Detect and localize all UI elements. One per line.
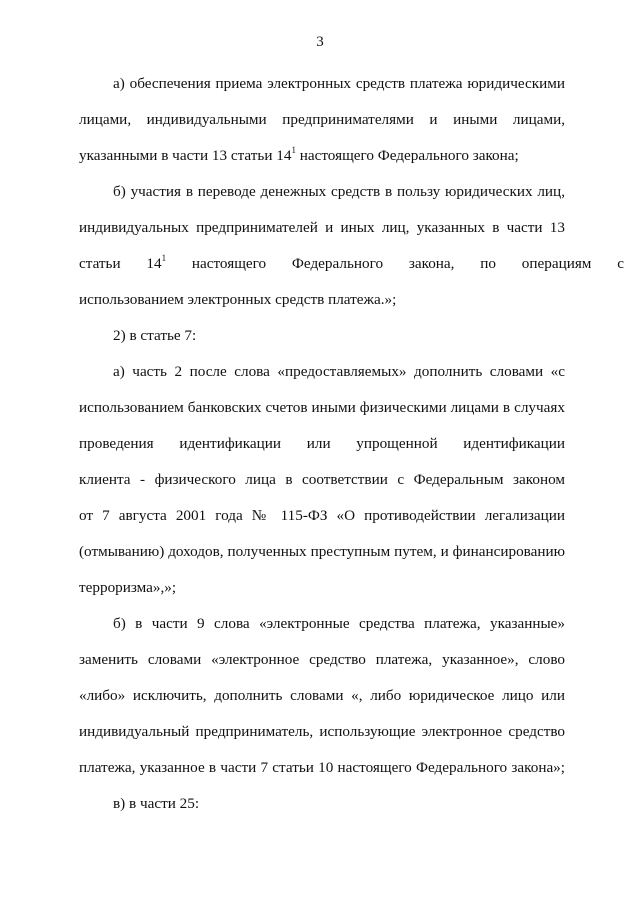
- text-line: а) часть 2 после слова «предоставляемых» дополнить словами «с: [113, 363, 565, 380]
- text-line: б) в части 9 слова «электронные средства платежа, указанные»: [113, 615, 565, 632]
- page-number: 3: [316, 34, 324, 50]
- text-span: указанными в части 13 статьи 14: [79, 147, 292, 164]
- text-span: статьи 14: [79, 255, 162, 272]
- text-line: [79, 252, 624, 274]
- text-line: индивидуальный предприниматель, использующие электронное средство: [79, 723, 565, 740]
- text-line: клиента - физического лица в соответствии с Федеральным законом: [79, 471, 565, 488]
- text-line: использованием банковских счетов иными физическими лицами в случаях: [79, 399, 565, 416]
- text-line: платежа, указанное в части 7 статьи 10 настоящего Федерального закона»;: [79, 759, 565, 776]
- text-line: терроризма»,»;: [79, 579, 177, 596]
- text-line: [79, 146, 565, 166]
- text-line: использованием электронных средств платежа.»;: [79, 291, 397, 308]
- text-line: в) в части 25:: [113, 795, 200, 812]
- text-line: б) участия в переводе денежных средств в пользу юридических лиц,: [113, 183, 565, 200]
- superscript: 1: [291, 144, 296, 155]
- text-span: настоящего Федерального закона, по операциям с: [166, 255, 624, 272]
- text-line: проведения идентификации или упрощенной идентификации: [79, 435, 565, 452]
- text-line: (отмыванию) доходов, полученных преступным путем, и финансированию: [79, 543, 565, 560]
- text-line: «либо» исключить, дополнить словами «, либо юридическое лицо или: [79, 687, 565, 704]
- text-line: 2) в статье 7:: [113, 327, 197, 344]
- text-span: настоящего Федерального закона;: [295, 147, 519, 164]
- text-line: лицами, индивидуальными предпринимателями и иными лицами,: [79, 111, 565, 128]
- text-line: индивидуальных предпринимателей и иных лиц, указанных в части 13: [79, 219, 565, 236]
- superscript: 1: [161, 252, 167, 263]
- text-line: от 7 августа 2001 года № 115-ФЗ «О противодействии легализации: [79, 507, 565, 524]
- text-line: заменить словами «электронное средство платежа, указанное», слово: [79, 651, 565, 668]
- text-line: а) обеспечения приема электронных средств платежа юридическими: [113, 75, 565, 92]
